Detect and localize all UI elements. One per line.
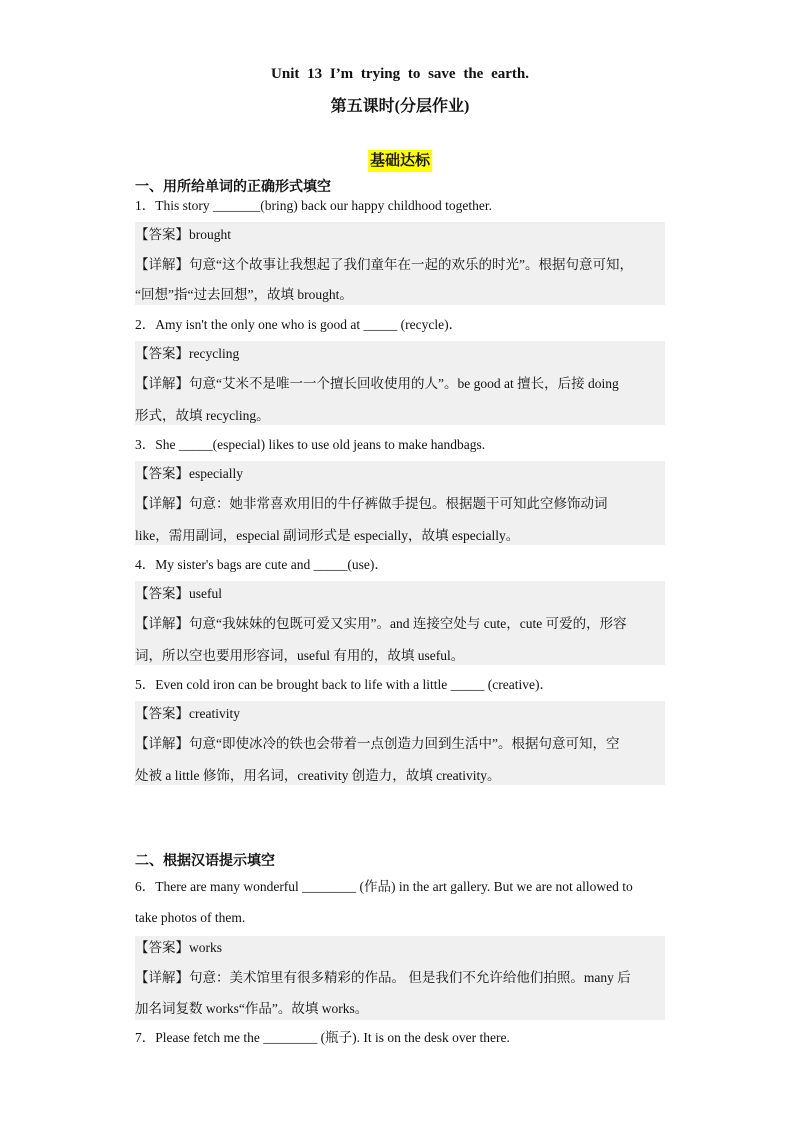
explanation-text: like，需用副词，especial 副词形式是 especially，故填 especially。 — [135, 528, 520, 543]
explanation-text: 【详解】句意：美术馆里有很多精彩的作品。 但是我们不允许给他们拍照。many 后 — [135, 970, 631, 985]
question-stem: 6．There are many wonderful ________ (作品) in the art gallery. But we are not allowed to — [135, 879, 633, 894]
explanation-text: 形式，故填 recycling。 — [135, 408, 270, 423]
explanation-text: 处被 a little 修饰，用名词，creativity 创造力，故填 creativity。 — [135, 768, 501, 783]
level-banner — [0, 150, 800, 172]
answer-box — [135, 701, 665, 785]
answer-text: 【答案】brought — [135, 227, 231, 242]
answer-text: 【答案】especially — [135, 466, 243, 481]
level-label: 基础达标 — [368, 150, 432, 172]
section-heading: 二、根据汉语提示填空 — [135, 853, 275, 869]
explanation-text: 加名词复数 works“作品”。故填 works。 — [135, 1001, 369, 1016]
answer-box — [135, 461, 665, 545]
question-stem-continued: take photos of them. — [135, 910, 246, 925]
explanation-text: 【详解】句意“这个故事让我想起了我们童年在一起的欢乐的时光”。根据句意可知， — [135, 257, 633, 272]
answer-box — [135, 341, 665, 425]
answer-text: 【答案】creativity — [135, 706, 240, 721]
section-heading: 一、用所给单词的正确形式填空 — [135, 179, 331, 195]
question-stem: 3．She _____(especial) likes to use old jeans to make handbags. — [135, 437, 486, 452]
lesson-subtitle: 第五课时(分层作业) — [330, 98, 470, 115]
unit-title: Unit 13 I’m trying to save the earth. — [271, 66, 529, 82]
answer-text: 【答案】useful — [135, 586, 222, 601]
explanation-text: 【详解】句意“艾米不是唯一一个擅长回收使用的人”。be good at 擅长，后接 doing — [135, 376, 619, 391]
answer-box — [135, 581, 665, 665]
explanation-text: 【详解】句意“我妹妹的包既可爱又实用”。and 连接空处与 cute，cute 可爱的，形容 — [135, 616, 627, 631]
answer-box — [135, 222, 665, 305]
question-stem: 2．Amy isn't the only one who is good at _____ (recycle)． — [135, 317, 463, 332]
answer-box — [135, 936, 665, 1020]
explanation-text: 词，所以空也要用形容词，useful 有用的，故填 useful。 — [135, 648, 465, 663]
explanation-text: “回想”指“过去回想”，故填 brought。 — [135, 287, 353, 302]
question-stem: 4．My sister's bags are cute and _____(use)． — [135, 557, 388, 572]
question-stem: 7．Please fetch me the ________ (瓶子). It is on the desk over there. — [135, 1030, 510, 1045]
question-stem: 1．This story _______(bring) back our happy childhood together. — [135, 198, 492, 213]
answer-text: 【答案】works — [135, 940, 222, 955]
answer-text: 【答案】recycling — [135, 346, 240, 361]
explanation-text: 【详解】句意：她非常喜欢用旧的牛仔裤做手提包。根据题干可知此空修饰动词 — [135, 496, 608, 511]
question-stem: 5．Even cold iron can be brought back to life with a little _____ (creative)． — [135, 677, 553, 692]
explanation-text: 【详解】句意“即使冰冷的铁也会带着一点创造力回到生活中”。根据句意可知，空 — [135, 736, 620, 751]
